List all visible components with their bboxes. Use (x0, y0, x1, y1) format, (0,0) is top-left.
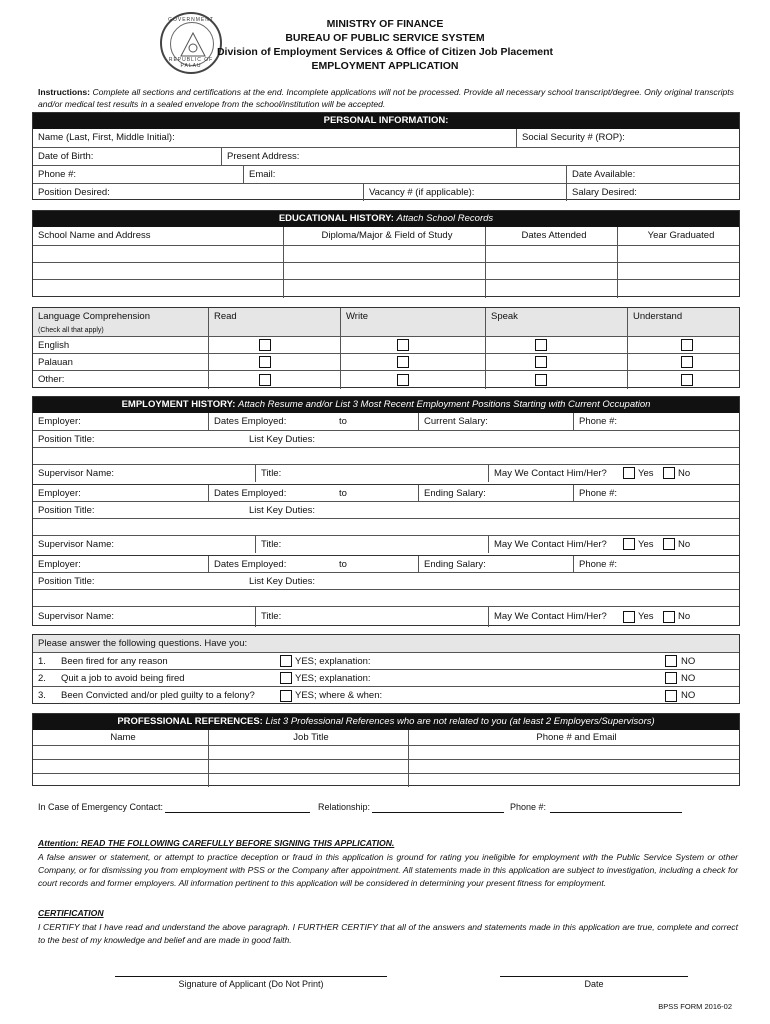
position-desired-field[interactable]: Position Desired: (38, 187, 110, 198)
english-understand-checkbox[interactable] (681, 339, 693, 351)
seal-top-text: GOVERNMENT (168, 17, 214, 23)
supervisor-3-row: Supervisor Name: Title: May We Contact Him/Her? Yes No (33, 606, 739, 627)
education-section (32, 210, 740, 297)
phone-field[interactable]: Phone #: (38, 169, 77, 180)
english-speak-checkbox[interactable] (535, 339, 547, 351)
language-note: (Check all that apply) (38, 327, 104, 334)
duties-1-label: List Key Duties: (249, 434, 315, 445)
bureau-title: BUREAU OF PUBLIC SERVICE SYSTEM (285, 32, 485, 44)
question-3-yes-checkbox[interactable] (280, 690, 292, 702)
position-1-field[interactable]: Position Title: (38, 434, 95, 445)
ref-col-job-title: Job Title (208, 730, 408, 745)
references-title (33, 714, 739, 730)
form-number: BPSS FORM 2016-02 (658, 1002, 732, 1011)
edu-col-dates: Dates Attended (485, 227, 617, 245)
ref-col-phone-email: Phone # and Email (408, 730, 739, 745)
palauan-write-checkbox[interactable] (397, 356, 409, 368)
employer-2-row (33, 484, 739, 502)
ref-row[interactable] (33, 773, 739, 787)
employment-section (32, 396, 740, 626)
supervisor-1-field[interactable]: Supervisor Name: (38, 468, 115, 479)
question-2-row: 2. Quit a job to avoid being fired YES; explanation: NO (33, 669, 739, 687)
phone-2-field[interactable]: Phone #: (573, 485, 739, 502)
duties-2-label: List Key Duties: (249, 505, 315, 516)
lang-row-english: English (33, 336, 739, 354)
phone-3-field[interactable]: Phone #: (573, 556, 739, 573)
question-2-yes-checkbox[interactable] (280, 672, 292, 684)
question-1-row: 1. Been fired for any reason YES; explanation: NO (33, 652, 739, 670)
emergency-contact-line[interactable] (165, 812, 310, 813)
edu-col-year: Year Graduated (617, 227, 739, 245)
date-line[interactable] (500, 976, 688, 977)
sup-title-3-field[interactable]: Title: (255, 607, 488, 627)
salary-desired-field[interactable]: Salary Desired: (566, 184, 739, 201)
questions-section (32, 634, 740, 704)
duties-2-row[interactable] (33, 518, 739, 536)
references-title-note: List 3 Professional References who are not related to you (at least 2 Employers/Supervisors) (265, 716, 655, 727)
questions-header: Please answer the following questions. Have you: (38, 638, 248, 649)
attention-heading: Attention: READ THE FOLLOWING CAREFULLY BEFORE SIGNING THIS APPLICATION. (38, 838, 395, 848)
division-title: Division of Employment Services & Office of Citizen Job Placement (216, 46, 554, 58)
english-write-checkbox[interactable] (397, 339, 409, 351)
supervisor-3-field[interactable]: Supervisor Name: (38, 611, 115, 622)
signature-label: Signature of Applicant (Do Not Print) (178, 979, 324, 989)
employer-3-row (33, 555, 739, 573)
dates-1-field[interactable]: Dates Employed: to (208, 413, 418, 430)
position-3-field[interactable]: Position Title: (38, 576, 95, 587)
position-1-row (33, 430, 739, 448)
lang-row-other: Other: (33, 370, 739, 389)
position-3-row (33, 572, 739, 590)
other-read-checkbox[interactable] (259, 374, 271, 386)
ending-salary-3-field[interactable]: Ending Salary: (418, 556, 573, 573)
emergency-phone-label: Phone #: (510, 802, 547, 812)
edu-row[interactable] (33, 262, 739, 280)
contact-3: May We Contact Him/Her? (488, 607, 739, 627)
education-title-label: EDUCATIONAL HISTORY: (278, 213, 394, 224)
palauan-read-checkbox[interactable] (259, 356, 271, 368)
language-header: Language Comprehension (38, 311, 150, 322)
other-understand-checkbox[interactable] (681, 374, 693, 386)
lang-col-write: Write (340, 308, 485, 336)
dates-2-field[interactable]: Dates Employed: to (208, 485, 418, 502)
language-section (32, 307, 740, 388)
address-field[interactable]: Present Address: (221, 148, 739, 166)
seal-bottom-text: REPUBLIC OF PALAU (168, 57, 214, 69)
instructions-text: Complete all sections and certifications at the end. Incomplete applications will not be processed. Provide all necessary school transcript/degree. Only original transcripts and/or medical test results in a sealed envelope from the school/institution will be accepted. (38, 87, 734, 109)
references-title-label: PROFESSIONAL REFERENCES: (117, 716, 263, 727)
contact-1: May We Contact Him/Her? (488, 465, 739, 482)
contact-2: May We Contact Him/Her? (488, 536, 739, 553)
question-1-no-checkbox[interactable] (665, 655, 677, 667)
ssn-field[interactable]: Social Security # (ROP): (516, 129, 739, 147)
vacancy-field[interactable]: Vacancy # (if applicable): (363, 184, 566, 201)
current-salary-field[interactable]: Current Salary: (418, 413, 573, 430)
relationship-label: Relationship: (318, 802, 371, 812)
lang-row-palauan: Palauan (33, 353, 739, 371)
contact-3-yes-checkbox[interactable] (623, 611, 635, 623)
ref-row[interactable] (33, 745, 739, 760)
ref-col-name: Name (110, 732, 136, 743)
personal-title: PERSONAL INFORMATION: (33, 113, 739, 129)
contact-1-yes-checkbox[interactable] (623, 467, 635, 479)
edu-col-school: School Name and Address (38, 230, 151, 241)
references-section (32, 713, 740, 786)
duties-3-label: List Key Duties: (249, 576, 315, 587)
form-title: EMPLOYMENT APPLICATION (311, 60, 459, 72)
instructions (38, 86, 738, 110)
question-2-text: Quit a job to avoid being fired (61, 673, 185, 684)
employment-title-note: Attach Resume and/or List 3 Most Recent Employment Positions Starting with Current Occupation (238, 399, 651, 410)
palauan-speak-checkbox[interactable] (535, 356, 547, 368)
contact-3-no-checkbox[interactable] (663, 611, 675, 623)
dob-field[interactable]: Date of Birth: (38, 151, 94, 162)
supervisor-2-row: Supervisor Name: Title: May We Contact Him/Her? Yes No (33, 535, 739, 553)
dates-3-field[interactable]: Dates Employed: to (208, 556, 418, 573)
other-write-checkbox[interactable] (397, 374, 409, 386)
education-title (33, 211, 739, 227)
personal-section (32, 112, 740, 200)
sup-title-2-field[interactable]: Title: (255, 536, 488, 553)
name-field[interactable]: Name (Last, First, Middle Initial): (38, 132, 175, 143)
instructions-label: Instructions: (38, 87, 91, 97)
question-3-no-checkbox[interactable] (665, 690, 677, 702)
employment-title (33, 397, 739, 413)
emergency-contact-label: In Case of Emergency Contact: (38, 802, 164, 812)
question-1-text: Been fired for any reason (61, 656, 168, 667)
question-1-yes-checkbox[interactable] (280, 655, 292, 667)
duties-1-row[interactable] (33, 447, 739, 465)
english-read-checkbox[interactable] (259, 339, 271, 351)
emergency-phone-line[interactable] (550, 812, 682, 813)
edu-col-diploma: Diploma/Major & Field of Study (283, 227, 485, 245)
lang-col-read: Read (208, 308, 340, 336)
education-title-note: Attach School Records (396, 213, 494, 224)
position-2-row (33, 501, 739, 519)
contact-2-yes-checkbox[interactable] (623, 538, 635, 550)
duties-3-row[interactable] (33, 589, 739, 607)
phone-1-field[interactable]: Phone #: (573, 413, 739, 430)
question-3-text: Been Convicted and/or pled guilty to a felony? (61, 690, 255, 701)
supervisor-1-row: Supervisor Name: Title: May We Contact Him/Her? Yes No (33, 464, 739, 482)
ministry-title: MINISTRY OF FINANCE (326, 18, 444, 30)
edu-row[interactable] (33, 245, 739, 263)
ending-salary-2-field[interactable]: Ending Salary: (418, 485, 573, 502)
sup-title-1-field[interactable]: Title: (255, 465, 488, 482)
lang-col-understand: Understand (627, 308, 739, 336)
employment-title-label: EMPLOYMENT HISTORY: (121, 399, 236, 410)
employer-3-field[interactable]: Employer: (38, 559, 81, 570)
employer-1-field[interactable]: Employer: (38, 416, 81, 427)
ref-row[interactable] (33, 759, 739, 774)
lang-col-speak: Speak (485, 308, 627, 336)
edu-row[interactable] (33, 279, 739, 298)
certification-text: I CERTIFY that I have read and understand the above paragraph. I FURTHER CERTIFY that all of the answers and statements made in this application are true, complete and correct to the best of my knowledge and belief and are made in good faith. (38, 922, 738, 945)
date-available-field[interactable]: Date Available: (566, 166, 739, 184)
employer-2-field[interactable]: Employer: (38, 488, 81, 499)
position-2-field[interactable]: Position Title: (38, 505, 95, 516)
certification-heading: CERTIFICATION (38, 908, 104, 918)
question-2-no-checkbox[interactable] (665, 672, 677, 684)
palauan-understand-checkbox[interactable] (681, 356, 693, 368)
date-label: Date (584, 979, 604, 989)
supervisor-2-field[interactable]: Supervisor Name: (38, 539, 115, 550)
attention-text: A false answer or statement, or attempt to practice deception or fraud in this application is ground for rating you ineligible for employment with the Public Service System or other Company, or for dismissing you from employment with PSS or the Company after appointment. All statements made in this application are subject to investigation, including a check for court records and former employers. All information pertinent to this application will be considered in determining your present fitness for employment. (38, 852, 738, 888)
question-3-row: 3. Been Convicted and/or pled guilty to a felony? YES; where & when: NO (33, 686, 739, 705)
contact-1-no-checkbox[interactable] (663, 467, 675, 479)
other-speak-checkbox[interactable] (535, 374, 547, 386)
contact-2-no-checkbox[interactable] (663, 538, 675, 550)
signature-line[interactable] (115, 976, 387, 977)
employer-1-row (33, 413, 739, 430)
email-field[interactable]: Email: (243, 166, 566, 184)
relationship-line[interactable] (372, 812, 504, 813)
